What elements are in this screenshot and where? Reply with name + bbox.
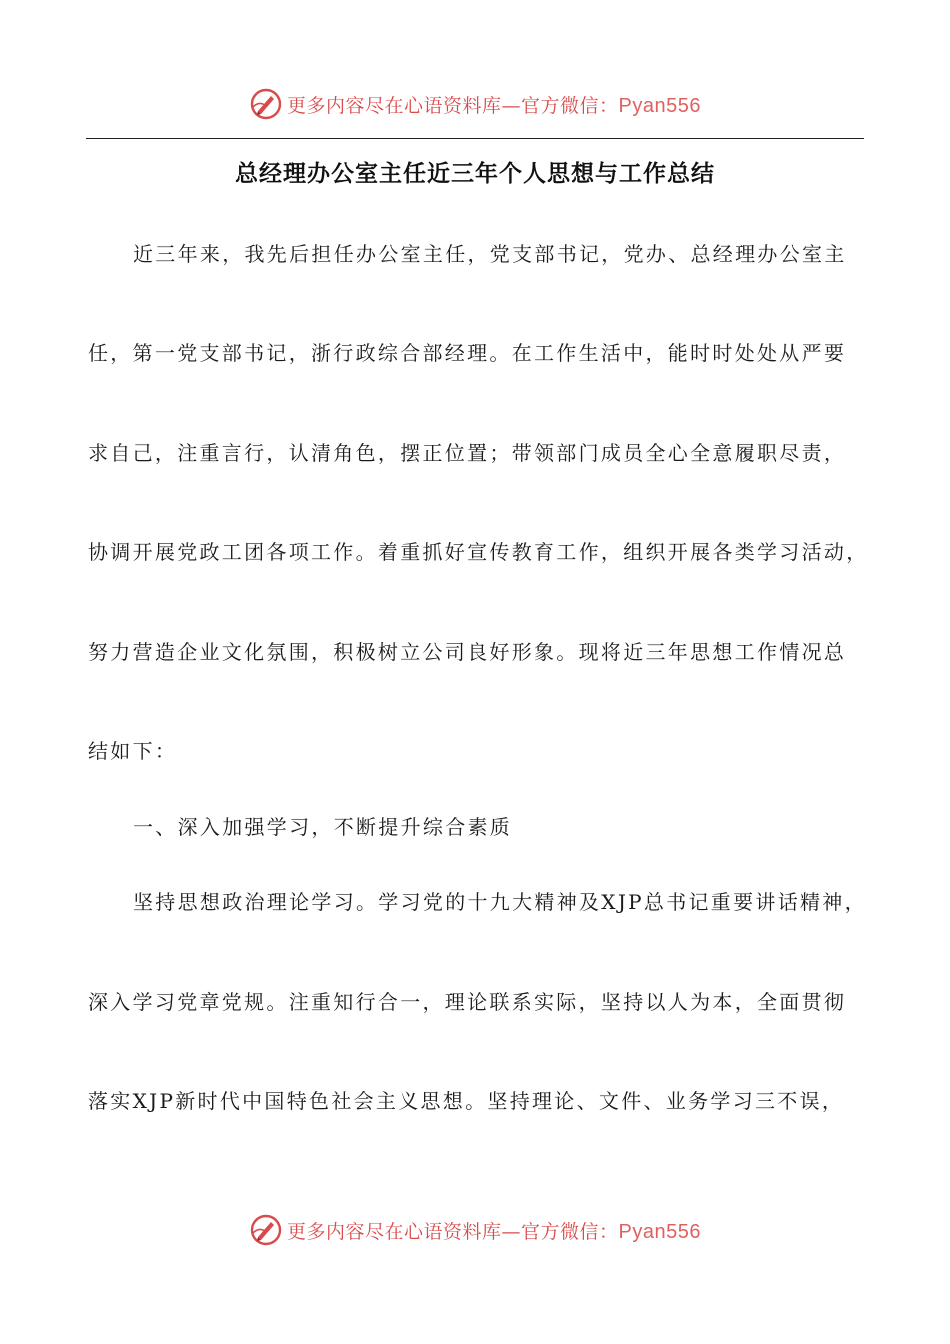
body-line: 协调开展党政工团各项工作。着重抓好宣传教育工作，组织开展各类学习活动， — [88, 540, 869, 564]
body-line: 落实XJP新时代中国特色社会主义思想。坚持理论、文件、业务学习三不误， — [88, 1089, 845, 1113]
header-banner — [0, 84, 950, 124]
body-line: 坚持思想政治理论学习。学习党的十九大精神及XJP总书记重要讲话精神， — [133, 890, 867, 914]
body-line: 任，第一党支部书记，浙行政综合部经理。在工作生活中，能时时处处从严要 — [88, 341, 847, 365]
footer-banner-label: 更多内容尽在心语资料库—官方微信： — [287, 1220, 619, 1243]
section-heading: 一、深入加强学习，不断提升综合素质 — [133, 815, 513, 839]
header-banner-text — [287, 91, 701, 118]
body-line: 求自己，注重言行，认清角色，摆正位置；带领部门成员全心全意履职尽责， — [88, 441, 847, 465]
header-divider — [86, 138, 864, 139]
body-line: 近三年来，我先后担任办公室主任，党支部书记，党办、总经理办公室主 — [133, 242, 847, 266]
header-banner-label: 更多内容尽在心语资料库—官方微信： — [287, 94, 619, 117]
footer-banner-text — [287, 1217, 701, 1244]
footer-banner — [0, 1210, 950, 1250]
body-line: 结如下： — [88, 739, 178, 763]
footer-banner-wechat-id: Pyan556 — [618, 1220, 701, 1243]
body-line: 深入学习党章党规。注重知行合一，理论联系实际，坚持以人为本，全面贯彻 — [88, 990, 847, 1014]
header-banner-wechat-id: Pyan556 — [618, 94, 701, 117]
pen-logo-icon — [249, 87, 283, 121]
body-line: 努力营造企业文化氛围，积极树立公司良好形象。现将近三年思想工作情况总 — [88, 640, 847, 664]
document-title: 总经理办公室主任近三年个人思想与工作总结 — [235, 160, 715, 187]
pen-logo-icon — [249, 1213, 283, 1247]
